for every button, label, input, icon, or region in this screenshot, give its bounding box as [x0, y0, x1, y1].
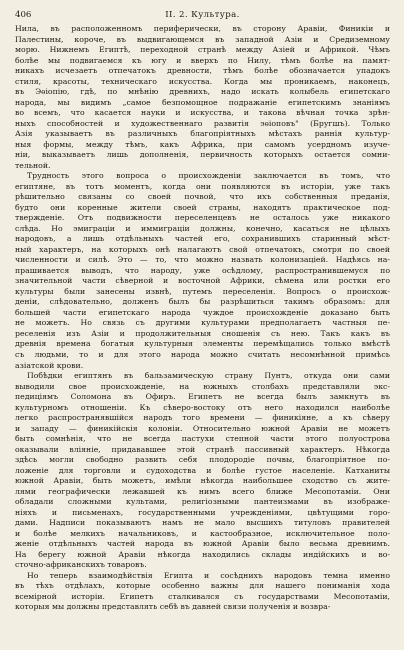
- text-line: Нила, въ расположенномъ периферически, въ сторону Аравіи, Финикіи и: [15, 24, 390, 33]
- text-line: Азія указываетъ въ различныхъ благопріятныхъ мѣстахъ раннія культур-: [15, 129, 390, 139]
- text-line: деніи, слѣдовательно, долженъ былъ бы разрѣшиться такимъ образомъ: для: [15, 297, 390, 307]
- paragraph: [15, 371, 390, 571]
- text-line: тельной.: [15, 160, 51, 170]
- text-line: женіе отдѣльныхъ частей народа въ южной Аравіи было весьма древнимъ.: [15, 539, 390, 549]
- text-line: южной Аравіи, быть можетъ, имѣли нѣкогда наибольшее сходство съ жите-: [15, 476, 390, 486]
- text-line: Палестины, короче, въ выдвигающемся въ западной Азіи и Средиземному: [15, 34, 390, 44]
- text-line: слѣда. Но эмиграціи и иммиграціи должны, конечно, касаться не цѣлыхъ: [15, 223, 390, 233]
- text-line: Побѣдки египтянъ въ бальзамическую страну Пунтъ, откуда они сами: [27, 371, 390, 381]
- text-line: дами. Надписи показываютъ намъ не мало высшихъ титуловъ правителей: [15, 518, 390, 528]
- text-line: съ людьми, то и для этого народа можно считать несомнѣнной примѣсь: [15, 349, 390, 359]
- text-line: большей части египетскаго народа чуждое происхожденіе доказано быть: [15, 307, 390, 317]
- text-line: въ Эѳіопію, гдѣ, по мнѣнію древнихъ, надо искать колыбель египетскаго: [15, 87, 390, 97]
- text-line: рѣшительно связаны со своей почвой, что ихъ собственныя преданія,: [15, 192, 390, 202]
- text-line: здѣсь могли свободно развить себя плодородіе почвы, благопріятное по-: [15, 455, 390, 465]
- text-line: ніяхъ и письменахъ, государственными учрежденіями, цвѣтущими горо-: [15, 507, 390, 517]
- text-line: будто они коренные жители своей страны, находятъ практическое под-: [15, 202, 390, 212]
- paragraph: [15, 24, 390, 171]
- text-line: оказывали вліяніе, придававшее этой странѣ пассивный характеръ. Нѣкогда: [15, 444, 390, 454]
- text-line: народа, мы видимъ „самое безпомощное подражаніе египетскимъ знаніямъ: [15, 97, 390, 107]
- body-text: [15, 24, 390, 613]
- text-line: легко распространявшійся народъ того времени — финикіяне, а къ сѣверу: [15, 413, 390, 423]
- text-line: культуры были занесены извнѣ, путемъ переселенія. Вопросъ о происхож-: [15, 286, 390, 296]
- text-line: азіатской крови.: [15, 360, 84, 370]
- text-line: не можетъ. Но связь съ другими культурами предполагаетъ частныя пе-: [15, 318, 390, 328]
- text-line: реселенія изъ Азіи и продолжительныя сношенія съ нею. Такъ какъ въ: [15, 328, 390, 338]
- text-line: никахъ исчезаетъ отпечатокъ древности, тѣмъ болѣе обозначается упадокъ: [15, 66, 390, 76]
- text-line: болѣе мы подвигаемся къ югу и вверхъ по Нилу, тѣмъ болѣе на памят-: [15, 55, 390, 65]
- text-line: численности и силѣ. Это — то, что можно назвать колонизаціей. Надѣясь на-: [15, 255, 390, 265]
- paragraph: [15, 171, 390, 371]
- text-line: древнія времена богатыя культурныя элементы перемѣщались только вмѣстѣ: [15, 339, 390, 349]
- text-line: всемірной исторіи. Египетъ сталкивался съ государствами Месопотаміи,: [15, 591, 390, 601]
- text-line: выводили свое происхожденіе, на южныхъ столбахъ представляли экс-: [15, 381, 390, 391]
- text-line: Но теперь взаимодѣйствія Египта и сосѣднихъ народовъ темна именно: [27, 570, 390, 580]
- page-number: 406: [15, 10, 32, 20]
- text-line: прашивается выводъ, что народу, уже осѣдлому, распространившемуся по: [15, 265, 390, 275]
- page-header: [15, 8, 390, 22]
- text-line: морю. Нижнемъ Египтѣ, переходной странѣ между Азіей и Африкой. Чѣмъ: [15, 45, 390, 55]
- text-line: ніи, выказываетъ лишь дополненія, первичность которыхъ остается сомни-: [15, 150, 390, 160]
- text-line: обладали сложными культами, религіозными пантеизмами въ изображе-: [15, 497, 390, 507]
- text-line: ныхъ способностей и художественнаго развитія эѳіоповъ" (Бругшъ). Только: [15, 118, 390, 128]
- text-line: Трудность этого вопроса о происхожденіи заключается въ томъ, что: [27, 171, 390, 181]
- text-line: ныя формы, между тѣмъ, какъ Африка, при самомъ усердномъ изуче-: [15, 139, 390, 149]
- text-line: ный характеръ, на которыхъ онѣ налагаютъ свой отпечатокъ, смотря по своей: [15, 244, 390, 254]
- text-line: культурномъ отношеніи. Къ сѣверо-востоку отъ него находился наиболѣе: [15, 402, 390, 412]
- running-title: II. 2. Культура.: [165, 10, 240, 20]
- text-line: На берегу южной Аравіи нѣкогда находились склады индійскихъ и во-: [15, 549, 390, 559]
- text-line: ложеніе для торговли и судоходства и болѣе густое населеніе. Катханиты: [15, 465, 390, 475]
- text-line: во всемъ, что касается науки и искусства, и такова вѣчная точка зрѣн-: [15, 108, 390, 118]
- text-line: стиля, красоты, техническаго искусства. Когда мы проникаемъ, наконецъ,: [15, 76, 390, 86]
- paragraph: [15, 571, 390, 613]
- text-line: лями географически лежавшей къ нимъ всего ближе Месопотаміи. Они: [15, 486, 390, 496]
- text-line: и болѣе мелкихъ начальниковъ, и кастообразное, исключительное поло-: [15, 528, 390, 538]
- text-line: въ тѣхъ отдѣлахъ, которые особенно важны для нашего пониманія хода: [15, 581, 390, 591]
- text-line: египтяне, въ тотъ моментъ, когда они появляются въ исторіи, уже такъ: [15, 181, 390, 191]
- text-line: быть сомнѣнія, что не всегда пастухи степной части этого полуострова: [15, 434, 390, 444]
- text-line: педиціямъ Соломона въ Офиръ. Египетъ не всегда былъ замкнутъ въ: [15, 392, 390, 402]
- text-line: и западу — финикійскія колоніи. Относительно южной Аравіи не можетъ: [15, 423, 390, 433]
- text-line: твержденіе. Отъ подвижности переселенцевъ не осталось уже никакого: [15, 213, 390, 223]
- text-line: которыя мы должны представлять себѣ въ давней связи полученія и возвра-: [15, 602, 331, 612]
- text-line: народовъ, а лишь отдѣльныхъ частей его, сохранившихъ старинный мѣст-: [15, 234, 390, 244]
- text-line: сточно-африканскихъ товаровъ.: [15, 560, 147, 570]
- text-line: значительной части сѣверной и восточной Африки, сѣмена или ростки его: [15, 276, 390, 286]
